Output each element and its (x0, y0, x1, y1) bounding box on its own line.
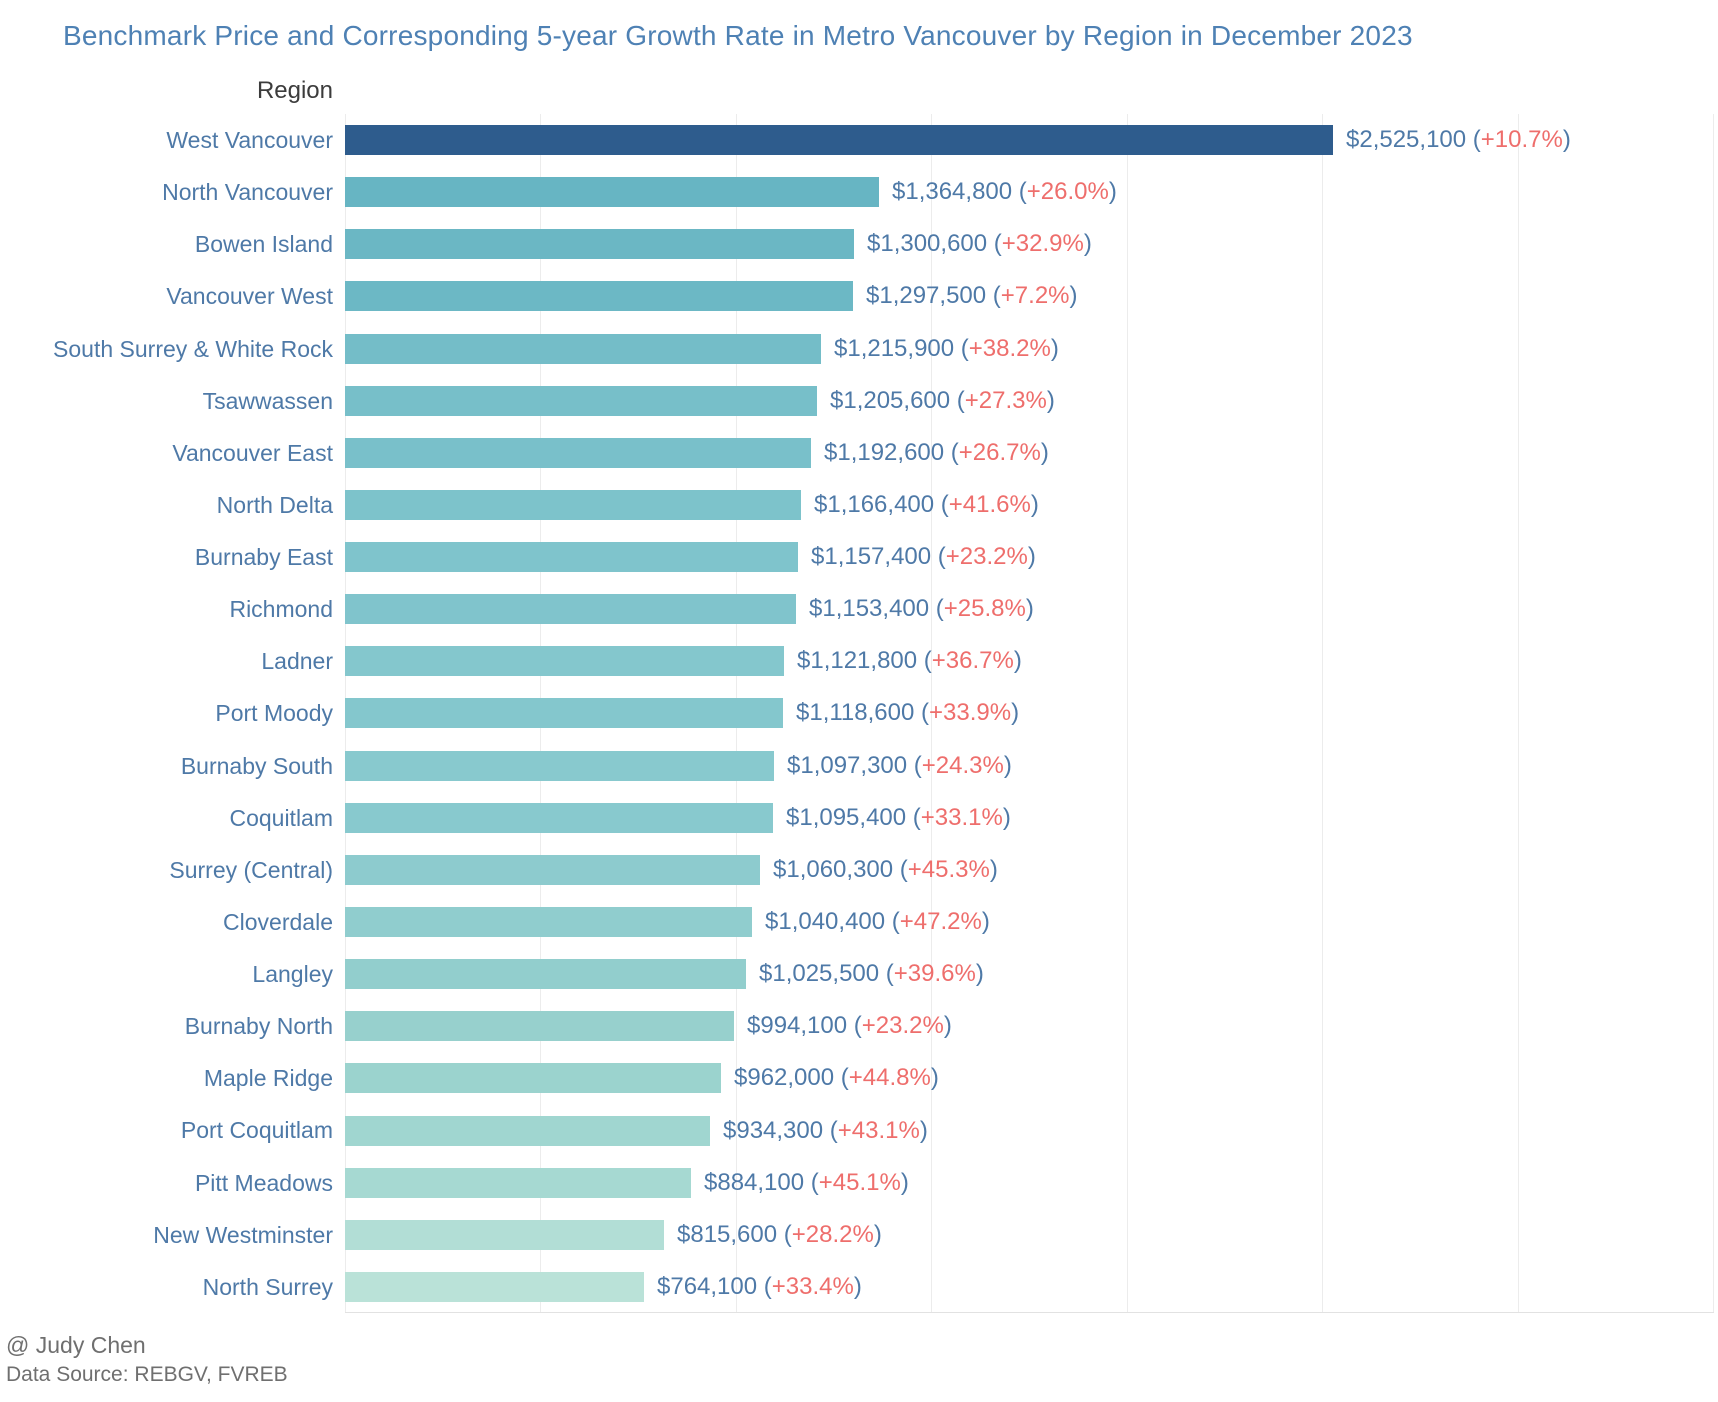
bar-row (345, 166, 1714, 218)
bar-value-label (834, 334, 1059, 364)
region-label: South Surrey & White Rock (53, 335, 333, 362)
price-bar (345, 1220, 664, 1250)
region-label: Port Coquitlam (180, 1117, 333, 1144)
bar-value-label (704, 1168, 909, 1198)
paren-close: ) (930, 1064, 939, 1092)
region-label: Surrey (Central) (169, 856, 333, 883)
growth-rate-label: +36.7% (931, 647, 1014, 675)
paren-close: ) (1040, 438, 1049, 466)
bar-value-label (796, 698, 1019, 728)
growth-rate-label: +23.2% (861, 1012, 944, 1040)
bar-value-label (786, 803, 1011, 833)
bar-value-label (759, 959, 984, 989)
bar-row (345, 792, 1714, 844)
region-label: Maple Ridge (203, 1065, 333, 1092)
price-label: $1,205,600 ( (830, 386, 965, 414)
price-label: $1,121,800 ( (797, 647, 932, 675)
region-label: Cloverdale (223, 908, 333, 935)
bar-row (345, 218, 1714, 270)
price-label: $1,095,400 ( (786, 803, 921, 831)
bar-value-label (765, 907, 990, 937)
bar-value-label (787, 751, 1012, 781)
growth-rate-label: +26.0% (1026, 178, 1109, 206)
bar-value-label (830, 386, 1055, 416)
price-bar (345, 542, 798, 572)
growth-rate-label: +28.2% (791, 1220, 874, 1248)
price-label: $1,097,300 ( (787, 751, 922, 779)
growth-rate-label: +39.6% (893, 960, 976, 988)
paren-close: ) (1030, 490, 1039, 518)
data-source: Data Source: REBGV, FVREB (6, 1363, 288, 1386)
price-bar (345, 959, 746, 989)
region-label: Vancouver East (172, 439, 333, 466)
growth-rate-label: +7.2% (1000, 282, 1070, 310)
bar-value-label (677, 1220, 882, 1250)
bar-value-label (723, 1116, 928, 1146)
bar-value-label (811, 542, 1036, 572)
price-bar (345, 646, 784, 676)
bar-row (345, 479, 1714, 531)
bar-row (345, 1000, 1714, 1052)
region-label: Vancouver West (166, 283, 333, 310)
price-bar (345, 1168, 691, 1198)
price-bar (345, 438, 811, 468)
bar-row (345, 1261, 1714, 1313)
bar-value-label (824, 438, 1049, 468)
region-label: Richmond (229, 596, 333, 623)
paren-close: ) (975, 960, 984, 988)
y-axis-labels (0, 114, 333, 1313)
price-bar (345, 907, 752, 937)
price-bar (345, 386, 817, 416)
bar-row (345, 635, 1714, 687)
bar-row (345, 844, 1714, 896)
price-bar (345, 698, 783, 728)
region-label: Tsawwassen (202, 387, 333, 414)
bar-row (345, 687, 1714, 739)
price-bar (345, 855, 760, 885)
price-label: $1,060,300 ( (773, 855, 908, 883)
growth-rate-label: +26.7% (958, 438, 1041, 466)
paren-close: ) (981, 908, 990, 936)
bar-row (345, 375, 1714, 427)
region-label: North Surrey (202, 1273, 333, 1300)
price-bar (345, 281, 853, 311)
paren-close: ) (900, 1168, 909, 1196)
growth-rate-label: +23.2% (945, 543, 1028, 571)
chart-title: Benchmark Price and Corresponding 5-year Growth Rate in Metro Vancouver by Region in December 2023 (63, 20, 1413, 51)
price-bar (345, 594, 796, 624)
bar-row (345, 427, 1714, 479)
price-bar (345, 1063, 721, 1093)
price-label: $994,100 ( (747, 1012, 862, 1040)
price-label: $934,300 ( (723, 1116, 838, 1144)
paren-close: ) (853, 1272, 862, 1300)
price-label: $1,192,600 ( (824, 438, 959, 466)
bar-value-label (809, 594, 1034, 624)
bar-row (345, 270, 1714, 322)
region-label: Burnaby North (184, 1013, 333, 1040)
growth-rate-label: +45.3% (907, 855, 990, 883)
paren-close: ) (1562, 126, 1571, 154)
price-bar (345, 803, 773, 833)
growth-rate-label: +44.8% (848, 1064, 931, 1092)
price-label: $1,297,500 ( (866, 282, 1001, 310)
bar-value-label (797, 646, 1022, 676)
growth-rate-label: +38.2% (968, 334, 1051, 362)
bar-value-label (892, 177, 1117, 207)
price-label: $884,100 ( (704, 1168, 819, 1196)
region-label: Ladner (261, 648, 333, 675)
growth-rate-label: +33.4% (771, 1272, 854, 1300)
bar-value-label (814, 490, 1039, 520)
paren-close: ) (1025, 595, 1034, 623)
growth-rate-label: +47.2% (899, 908, 982, 936)
region-label: North Delta (216, 491, 333, 518)
bar-row (345, 1052, 1714, 1104)
region-label: Coquitlam (229, 804, 333, 831)
price-bar (345, 177, 879, 207)
region-label: West Vancouver (166, 127, 333, 153)
bar-row (345, 1104, 1714, 1156)
growth-rate-label: +10.7% (1480, 126, 1563, 154)
price-label: $1,040,400 ( (765, 908, 900, 936)
bar-row (345, 740, 1714, 792)
growth-rate-label: +25.8% (943, 595, 1026, 623)
bar-row (345, 323, 1714, 375)
price-label: $1,364,800 ( (892, 178, 1027, 206)
paren-close: ) (1003, 751, 1012, 779)
paren-close: ) (873, 1220, 882, 1248)
price-bar (345, 751, 774, 781)
growth-rate-label: +33.9% (929, 699, 1012, 727)
bar-row (345, 1157, 1714, 1209)
price-bar (345, 490, 801, 520)
price-bar (345, 334, 821, 364)
growth-rate-label: +45.1% (818, 1168, 901, 1196)
price-label: $962,000 ( (734, 1064, 849, 1092)
paren-close: ) (943, 1012, 952, 1040)
region-label: New Westminster (153, 1221, 333, 1248)
author-credit: @ Judy Chen (6, 1332, 146, 1358)
bar-row (345, 896, 1714, 948)
price-label: $2,525,100 ( (1346, 126, 1481, 154)
paren-close: ) (1013, 647, 1022, 675)
growth-rate-label: +27.3% (964, 386, 1047, 414)
bar-value-label (734, 1063, 939, 1093)
price-label: $1,118,600 ( (796, 699, 929, 727)
growth-rate-label: +33.1% (920, 803, 1003, 831)
paren-close: ) (1027, 543, 1036, 571)
price-label: $1,153,400 ( (809, 595, 944, 623)
bar-value-label (747, 1011, 952, 1041)
price-bar (345, 1116, 710, 1146)
region-label: Burnaby South (180, 752, 333, 779)
bar-row (345, 948, 1714, 1000)
paren-close: ) (919, 1116, 928, 1144)
bar-row (345, 1209, 1714, 1261)
bar-row (345, 114, 1714, 166)
region-label: North Vancouver (162, 179, 333, 206)
bar-value-label (657, 1272, 862, 1302)
region-label: Bowen Island (194, 231, 333, 258)
price-bar (345, 1011, 734, 1041)
region-label: Langley (252, 961, 333, 988)
paren-close: ) (1108, 178, 1117, 206)
price-label: $764,100 ( (657, 1272, 772, 1300)
paren-close: ) (1050, 334, 1059, 362)
region-label: Burnaby East (194, 544, 333, 571)
price-label: $1,215,900 ( (834, 334, 969, 362)
paren-close: ) (989, 855, 998, 883)
bar-value-label (867, 229, 1092, 259)
region-column-header: Region (256, 77, 333, 104)
paren-close: ) (1011, 699, 1020, 727)
price-label: $1,166,400 ( (814, 490, 949, 518)
growth-rate-label: +43.1% (837, 1116, 920, 1144)
paren-close: ) (1002, 803, 1011, 831)
price-label: $1,157,400 ( (811, 543, 946, 571)
region-label: Pitt Meadows (194, 1169, 333, 1196)
price-label: $1,025,500 ( (759, 960, 894, 988)
paren-close: ) (1083, 230, 1092, 258)
price-bar (345, 125, 1333, 155)
price-bar (345, 229, 854, 259)
footer (6, 1330, 288, 1390)
bar-value-label (866, 281, 1078, 311)
paren-close: ) (1046, 386, 1055, 414)
price-label: $1,300,600 ( (867, 230, 1002, 258)
growth-rate-label: +32.9% (1001, 230, 1084, 258)
price-bar (345, 1272, 644, 1302)
bar-value-label (773, 855, 998, 885)
price-label: $815,600 ( (677, 1220, 792, 1248)
bar-row (345, 531, 1714, 583)
bar-row (345, 583, 1714, 635)
growth-rate-label: +41.6% (948, 490, 1031, 518)
paren-close: ) (1069, 282, 1078, 310)
region-label: Port Moody (215, 700, 333, 727)
growth-rate-label: +24.3% (921, 751, 1004, 779)
bar-value-label (1346, 125, 1571, 155)
plot-area (345, 114, 1714, 1313)
